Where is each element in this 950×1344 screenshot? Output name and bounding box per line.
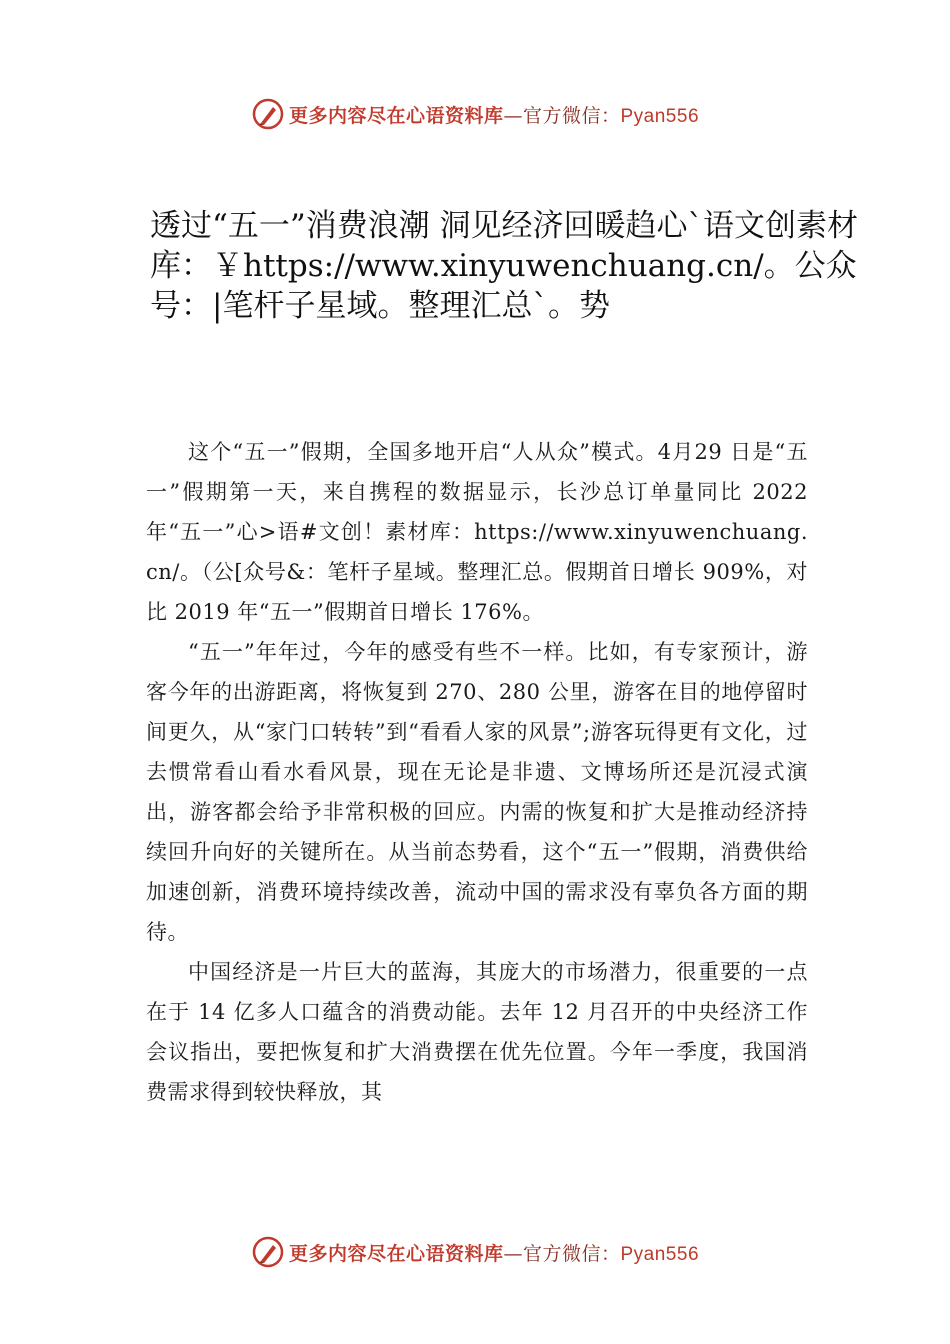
banner-text (289, 101, 699, 128)
footer-banner (0, 1232, 950, 1272)
banner-text (289, 1239, 699, 1266)
banner-wechat-id: Pyan556 (620, 105, 700, 127)
paragraph: 中国经济是一片巨大的蓝海，其庞大的市场潜力，很重要的一点在于 14 亿多人口蕴含的消费动能。去年 12 月召开的中央经济工作会议指出，要把恢复和扩大消费摆在优先位置。今年一季度，我国消费需求得到较快释放，其 (146, 960, 808, 1104)
header-banner (0, 94, 950, 134)
banner-official: 官方微信： (522, 1242, 621, 1265)
banner-main: 更多内容尽在心语资料库 (288, 104, 504, 127)
pen-logo-icon (251, 1235, 285, 1269)
banner-main: 更多内容尽在心语资料库 (288, 1242, 504, 1265)
banner-wechat-id: Pyan556 (620, 1243, 700, 1265)
paragraph: 这个“五一”假期，全国多地开启“人从众”模式。4月29 日是“五一”假期第一天，来自携程的数据显示，长沙总订单量同比 2022 年“五一”心>语#文创！素材库：https://www.xinyuwenchuang.cn/。（公[众号&：笔杆子星域。整理汇总。假期首日增长 909%，对比 2019 年“五一”假期首日增长 176%。 (146, 440, 808, 624)
paragraph: “五一”年年过，今年的感受有些不一样。比如，有专家预计，游客今年的出游距离，将恢复到 270、280 公里，游客在目的地停留时间更久，从“家门口转转”到“看看人家的风景”;游客玩得更有文化，过去惯常看山看水看风景，现在无论是非遗、文博场所还是沉浸式演出，游客都会给予非常积极的回应。内需的恢复和扩大是推动经济持续回升向好的关键所在。从当前态势看，这个“五一”假期，消费供给加速创新，消费环境持续改善，流动中国的需求没有辜负各方面的期待。 (146, 640, 808, 944)
document-body (146, 432, 808, 1112)
banner-official: 官方微信： (522, 104, 621, 127)
banner-separator: — (503, 104, 523, 127)
document-title: 透过“五一”消费浪潮 洞见经济回暖趋心`语文创素材库：￥https://www.xinyuwenchuang.cn/。公众号：|笔杆子星域。整理汇总`。势 (150, 208, 859, 324)
banner-separator: — (503, 1242, 523, 1265)
pen-logo-icon (251, 97, 285, 131)
